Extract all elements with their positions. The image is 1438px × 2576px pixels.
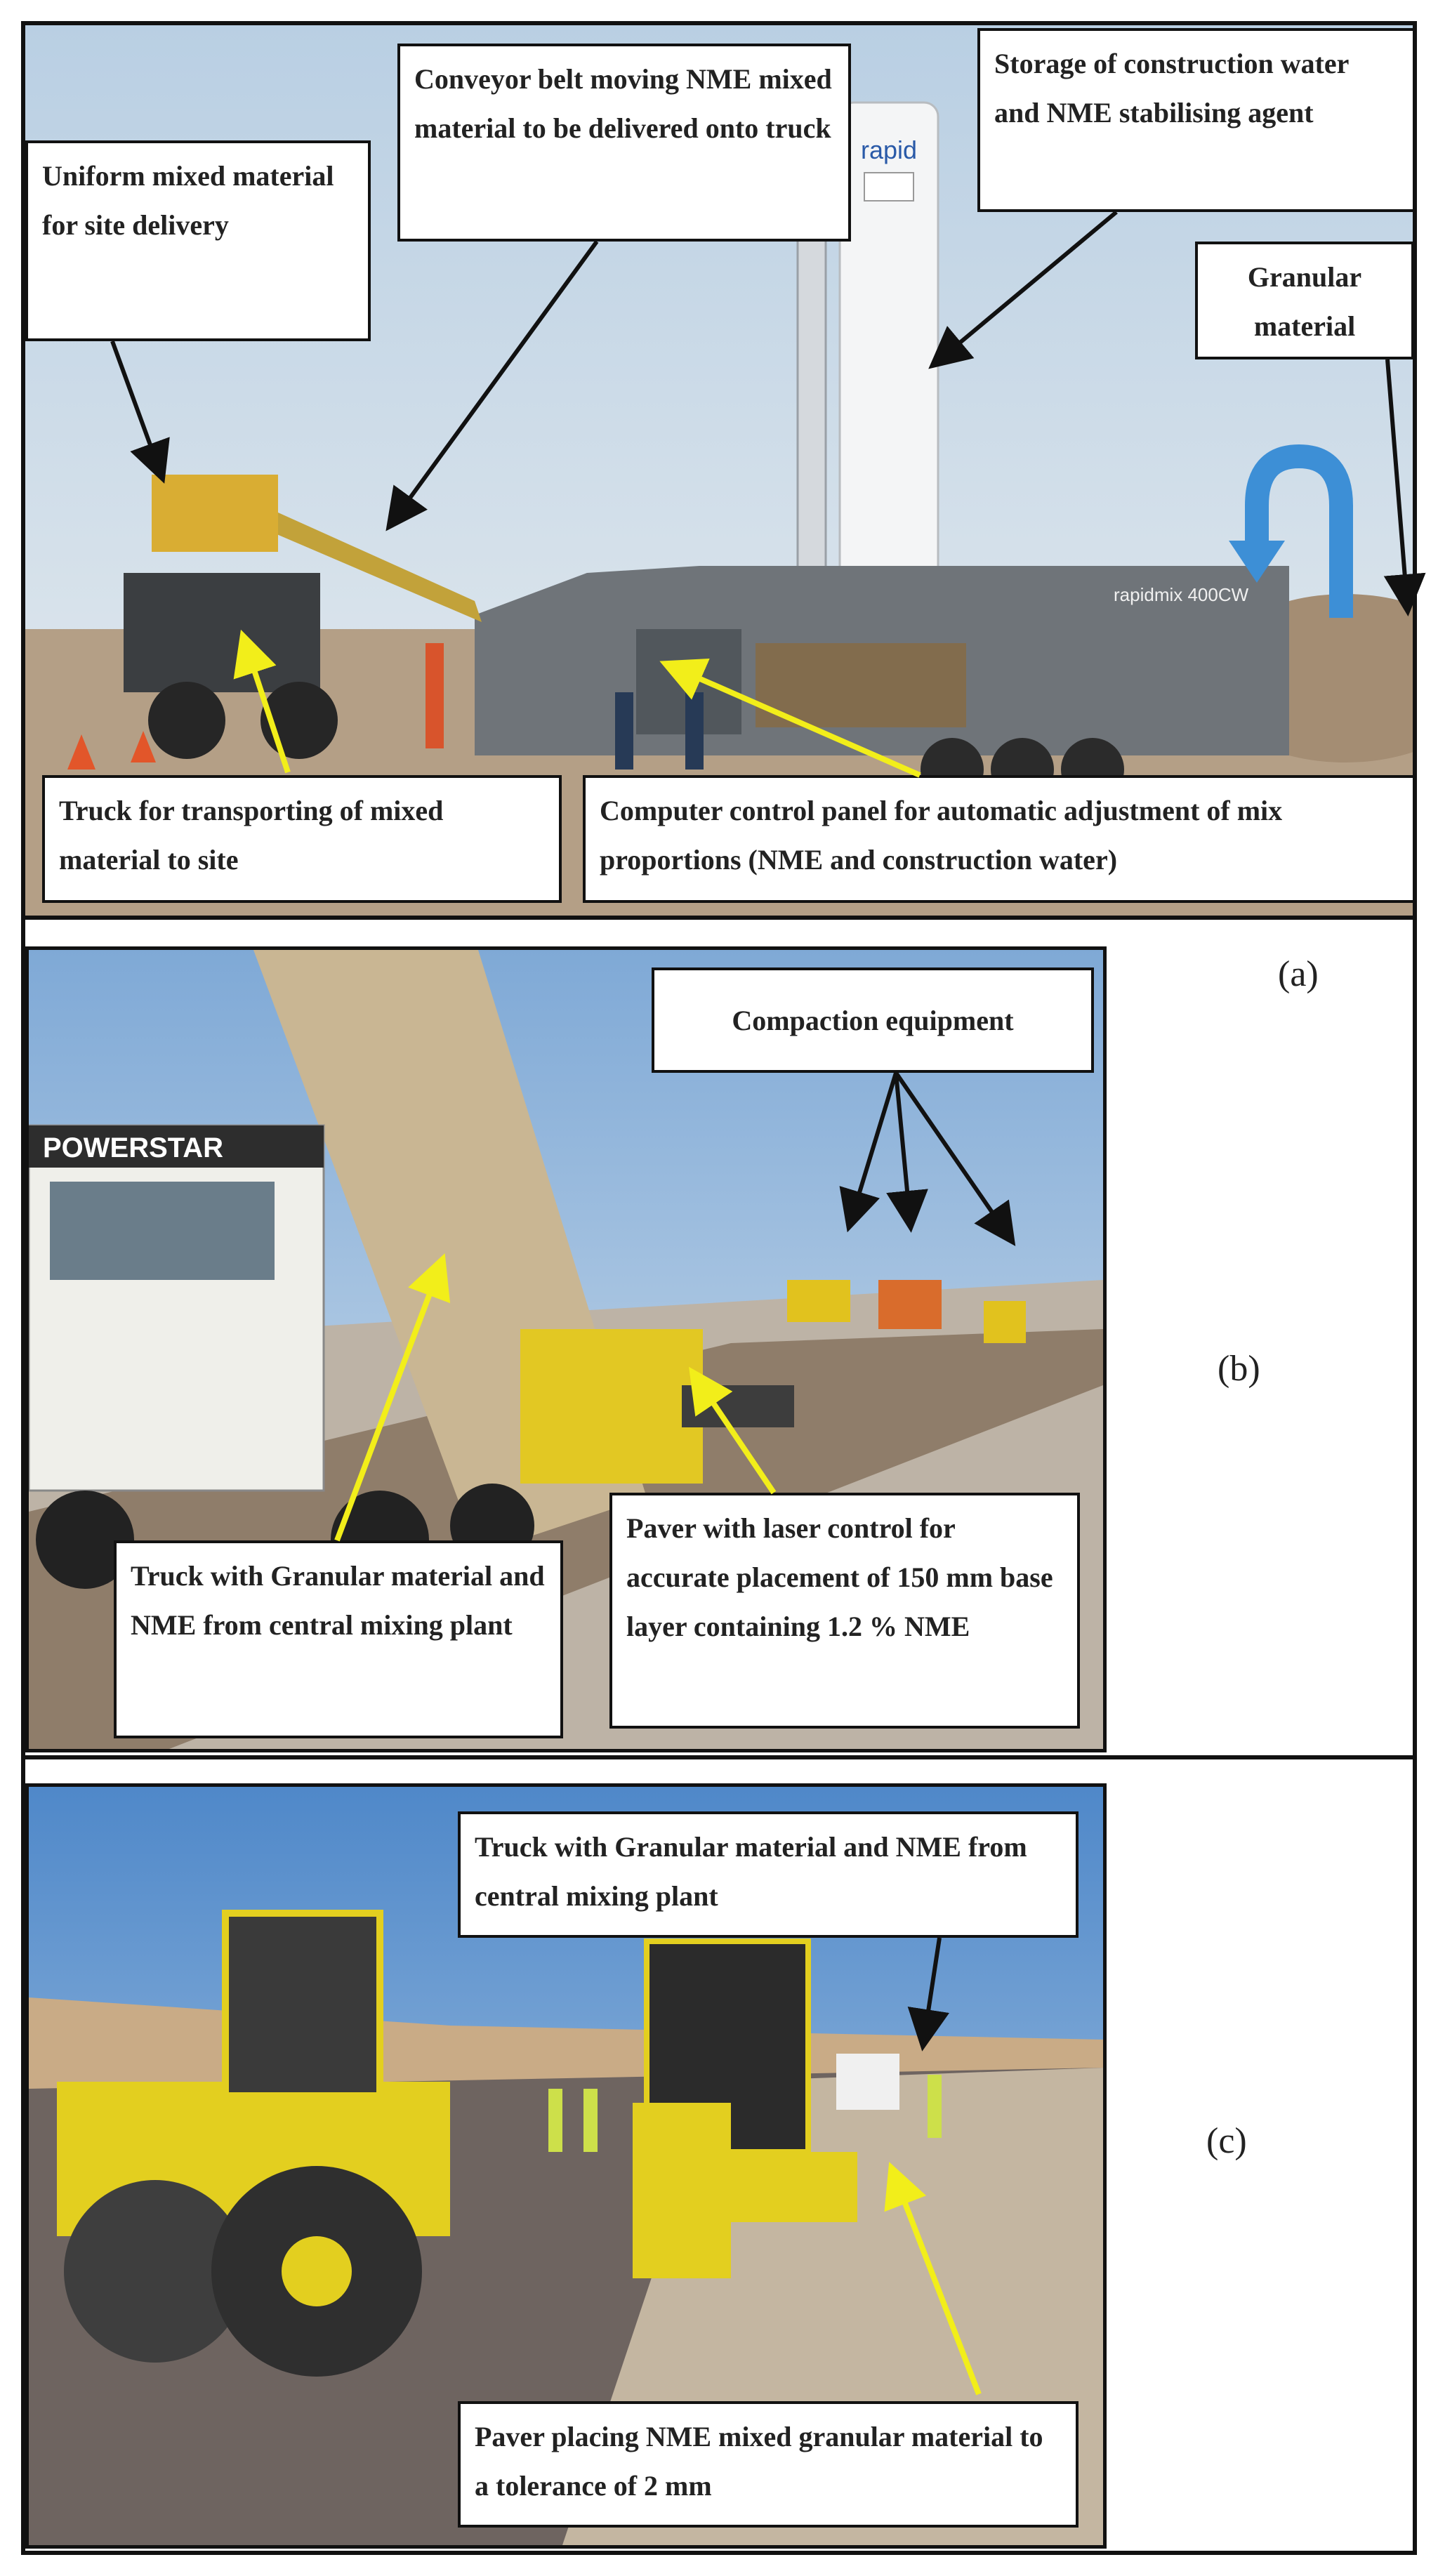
callout-storage: Storage of construction water and NME stabilising agent [977,28,1416,212]
loader-truck [124,573,320,692]
panel-label-c: (c) [1206,2121,1247,2161]
plant-brand: rapidmix 400CW [1114,584,1249,605]
callout-compaction-equipment: Compaction equipment [652,967,1094,1073]
panel-label-a: (a) [1278,954,1319,994]
callout-uniform-material: Uniform mixed material for site delivery [25,140,371,341]
panel-divider-a-b [21,916,1417,920]
callout-granular-material: Granular material [1195,242,1414,359]
distant-truck [836,2054,899,2110]
callout-conveyor-belt: Conveyor belt moving NME mixed material to be delivered onto truck [397,44,851,242]
truck-brand: POWERSTAR [43,1132,224,1163]
panel-label-b: (b) [1218,1349,1260,1389]
tandem-roller [633,2103,731,2278]
roller-3 [984,1301,1026,1343]
roller-1 [787,1280,850,1322]
paver [520,1329,703,1484]
callout-paver-tolerance: Paver placing NME mixed granular material to a tolerance of 2 mm [458,2401,1078,2528]
panel-divider-b-c [21,1755,1417,1759]
callout-computer-control-panel: Computer control panel for automatic adjustment of mix proportions (NME and construction water) [583,775,1416,903]
truck-cab [29,1125,324,1491]
roller-2 [878,1280,942,1329]
callout-paver-laser: Paver with laser control for accurate placement of 150 mm base layer containing 1.2 % NME [609,1493,1080,1729]
callout-truck-transport: Truck for transporting of mixed material to site [42,775,562,903]
silo-brand: rapid [860,136,918,164]
callout-truck-granular: Truck with Granular material and NME from central mixing plant [114,1540,563,1738]
callout-truck-central-plant: Truck with Granular material and NME from central mixing plant [458,1811,1078,1938]
loader-bucket [152,475,278,552]
